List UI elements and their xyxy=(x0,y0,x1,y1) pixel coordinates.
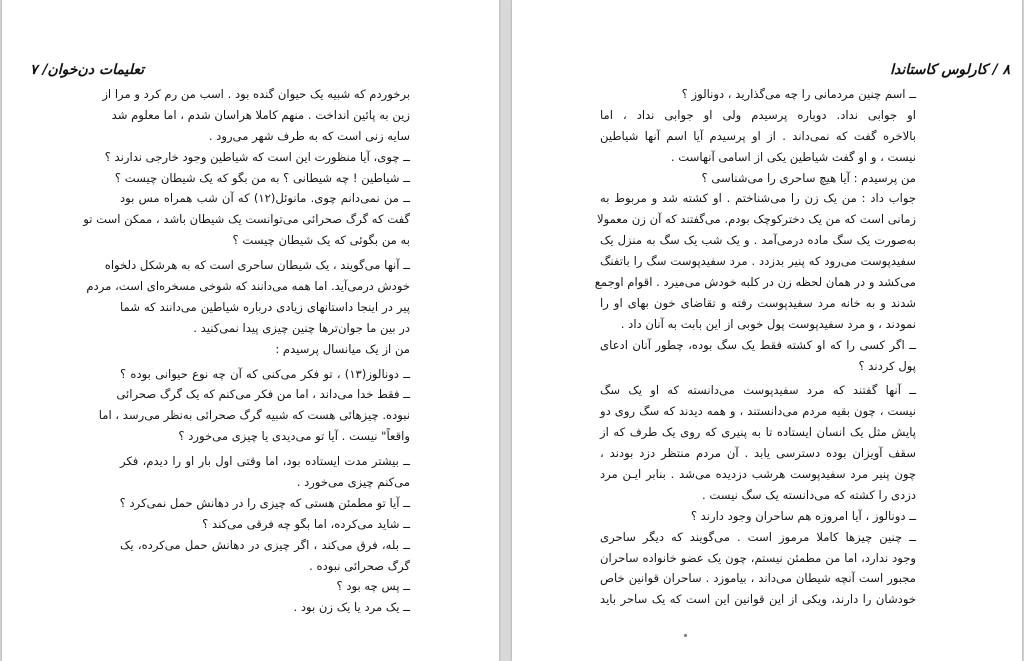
text-line: ــ دونالوز ، آیا امروزه هم ساحران وجود دارند ؟ xyxy=(690,508,916,523)
left-page xyxy=(2,0,499,661)
right-page xyxy=(512,0,1022,661)
right-page-header: ۸ / کارلوس کاستاندا xyxy=(890,62,1010,78)
text-line: ــ پس چه بود ؟ xyxy=(336,579,410,594)
text-line: ــ اسم چنین مردمانی را چه می‌گذارید ، دونالوز ؟ xyxy=(681,87,916,101)
text-line: من پرسیدم : آیا هیچ ساحری را می‌شناسی ؟ xyxy=(701,170,916,185)
text-line: نبوده. چیزهائی هست که شبیه گرگ صحرائی به‌نظر می‌رسد ، اما xyxy=(98,408,410,423)
text-line: ــ آیا تو مطمئن هستی که چیزی را در دهانش حمل نمی‌کرد ؟ xyxy=(119,495,410,510)
text-line: ــ چوی، آیا منظورت این است که شیاطین وجود خارجی ندارند ؟ xyxy=(104,149,410,164)
text-line: خودشان را دارند، ویکی از این قوانین این است که یک ساحر باید xyxy=(600,592,916,607)
left-page-header: تعلیمات دن‌خوان/ ۷ xyxy=(29,62,144,78)
left-page-body xyxy=(83,84,410,618)
text-line: من از یک میانسال پرسیدم : xyxy=(275,341,410,356)
text-line: دزدی را کشته که می‌دانسته یک سگ نیست . xyxy=(702,487,916,502)
text-line: ــ بیشتر مدت ایستاده بود، اما وقتی اول بار او را دیدم، فکر xyxy=(120,454,410,469)
text-line: ــ دونالوز(۱۳) ، تو فکر می‌کنی که آن چه نوع حیوانی بوده ؟ xyxy=(120,366,410,381)
page-mark xyxy=(684,634,687,637)
text-line: جواب داد : من یک زن را می‌شناختم . او کشته شد و مربوط به xyxy=(600,191,916,206)
text-line: گفت که گرگ صحرائی می‌توانست یک شیطان باشد ، ممکن است تو xyxy=(83,212,410,227)
text-line: به من بگوئی که یک شیطان چیست ؟ xyxy=(232,233,410,248)
text-line: گرگ صحرائی نبوده . xyxy=(309,558,410,573)
text-line: مجبور است آنچه شیطان می‌داند ، بیاموزد . ساحران قوانین خاص xyxy=(600,571,916,586)
text-line: بالاخره گفت که نمی‌داند . از او پرسیدم آیا اسم آنها شیاطین xyxy=(600,128,916,143)
text-line: برخوردم که شبیه یک حیوان گنده بود . اسب من رم کرد و مرا از xyxy=(102,87,410,101)
text-line: ــ اگر کسی را که او کشته فقط یک سگ بوده، چطور آنان ادعای xyxy=(600,337,916,352)
text-line: پول کردند ؟ xyxy=(858,358,916,373)
text-line: شدند و به خانه مرد سفیدپوست رفته و تقاضای خون بهای او را xyxy=(600,295,916,310)
right-page-body xyxy=(594,84,916,610)
text-line: خودش درمی‌آید. اما همه می‌دانند که شوخی مسخره‌ای است، مردم xyxy=(86,279,410,294)
text-line: ــ فقط خدا می‌داند ، اما من فکر می‌کنم که یک گرگ صحرائی xyxy=(116,387,410,402)
text-line: چون پنیر مرد سفیدپوست هرشب دزدیده می‌شد . بنابر ایـن مرد xyxy=(600,467,916,482)
text-line: ــ شیاطین ! چه شیطانی ؟ به من بگو که یک شیطان چیست ؟ xyxy=(114,170,410,185)
text-line: نمودند ، و مرد سفیدپوست پول خوبی از این بابت به آنان داد . xyxy=(620,316,916,331)
text-line: ــ بله، فرق می‌کند ، اگر چیزی در دهانش حمل می‌کرده، یک xyxy=(120,537,410,552)
text-line: در بین ما جوان‌ترها چنین چیزی پیدا نمی‌کنید . xyxy=(193,320,410,335)
text-line: می‌کنم چیزی می‌خورد . xyxy=(296,475,410,490)
text-line: می‌کشد و در همان لحظه زن در کلبه خودش می‌میرد . اقوام اوجمع xyxy=(594,275,916,290)
text-line: سقف آویزان بوده دسترسی یابد . آن مردم منتظر دزد بودند ، xyxy=(600,446,916,461)
text-line: ــ چنین چیزها کاملا مرموز است . می‌گویند که دیگر ساحری xyxy=(600,529,916,544)
text-line: نیست ، چون بقیه مردم می‌دانستند ، و همه دیدند که سگ روی دو xyxy=(600,404,916,419)
text-line: او جوابی نداد. دوباره پرسیدم ولی او جوابی نداد ، اما xyxy=(600,107,916,122)
text-line: پیر در اینجا داستانهای زیادی درباره شیاطین می‌دانند که شما xyxy=(120,299,410,314)
text-line: نیست ، و او گفت شیاطین یکی از اسامی آنهاست . xyxy=(670,149,916,164)
text-line: واقعاً" نیست . آیا تو می‌دیدی یا چیزی می‌خورد ؟ xyxy=(178,429,410,444)
text-line: سفیدپوست می‌رود که پنیر بدزدد . مرد سفیدپوست سگ را باتفنگ xyxy=(600,254,916,269)
text-line: سایه زنی است که به طرف شهر می‌رود . xyxy=(208,128,410,143)
text-line: ــ آنها گفتند که مرد سفیدپوست می‌دانسته که او یک سگ xyxy=(600,383,916,398)
text-line: ــ یک مرد یا یک زن بود . xyxy=(293,600,410,615)
text-line: زین به پائین انداخت . منهم کاملا هراسان شدم ، اما معلوم شد xyxy=(111,107,410,122)
text-line: وجود ندارد، اما من مطمئن نیستم، چون یک عضو خانواده ساحران xyxy=(600,550,916,565)
text-line: ــ آنها می‌گویند ، یک شیطان ساحری است که به هرشکل دلخواه xyxy=(104,258,410,273)
text-line: به‌صورت یک سگ ماده درمی‌آمد . و یک شب یک سگ به منزل یک xyxy=(600,233,916,248)
text-line: پایش مثل یک انسان ایستاده تا به پنیری که روی یک طرف که از xyxy=(600,425,916,440)
text-line: ــ شاید می‌کرده، اما بگو چه فرقی می‌کند ؟ xyxy=(202,516,410,531)
text-line: زمانی است که من یک دخترکوچک بودم. می‌گفتند که آن زن معمولا xyxy=(596,212,916,227)
text-line: ــ من نمی‌دانم چوی. مانوئل(۱۲) که آن شب همراه مس بود xyxy=(120,191,410,206)
